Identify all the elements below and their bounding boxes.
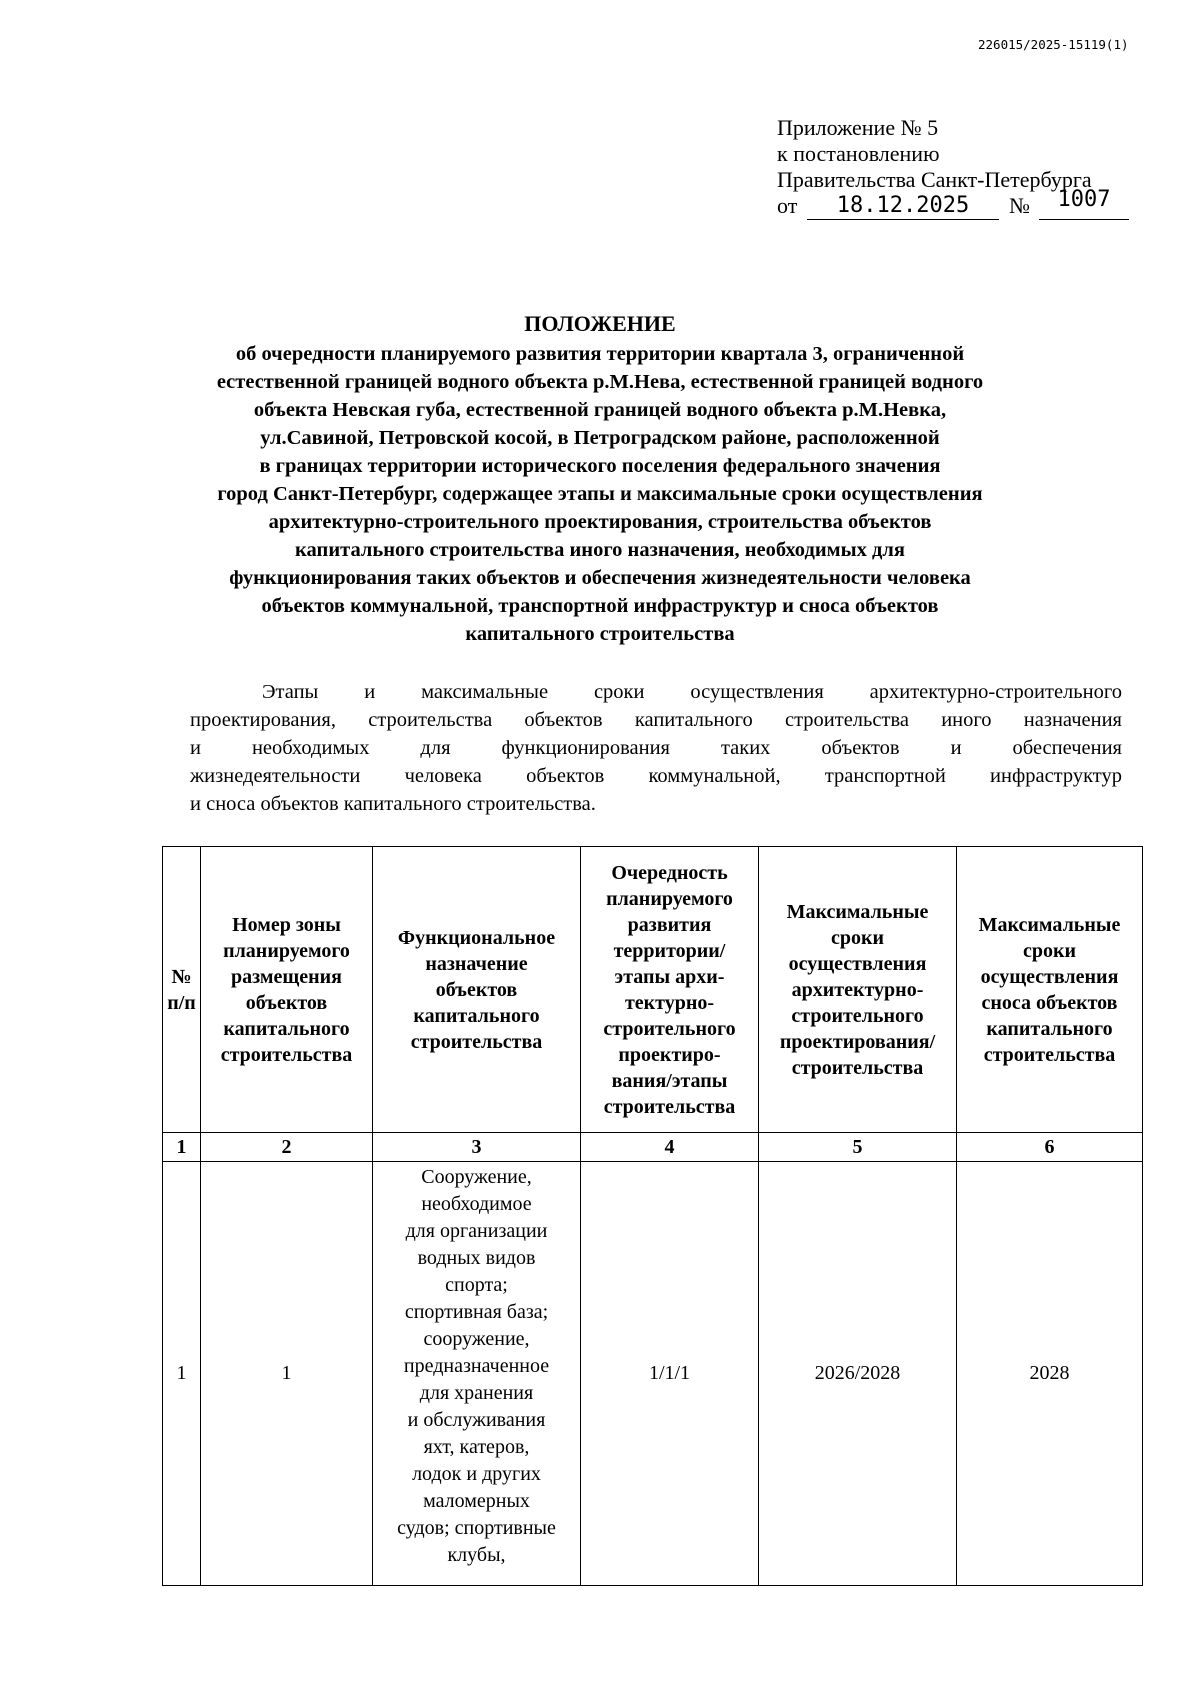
heading-line: капитального строительства иного назначения, необходимых для bbox=[295, 539, 905, 561]
heading-line: капитального строительства bbox=[465, 623, 735, 645]
intro-line: жизнедеятельности человека объектов коммунальной, транспортной инфраструктур bbox=[190, 765, 1122, 787]
cell-zone-number: 1 bbox=[201, 1162, 373, 1586]
heading-line: ул.Савиной, Петровской косой, в Петроградском районе, расположенной bbox=[260, 427, 940, 449]
column-number: 4 bbox=[581, 1133, 759, 1162]
appendix-date-row bbox=[777, 187, 1137, 223]
column-number: 2 bbox=[201, 1133, 373, 1162]
document-title: ПОЛОЖЕНИЕ bbox=[524, 311, 676, 336]
document-id: 226015/2025-15119(1) bbox=[978, 37, 1129, 52]
heading-line: об очередности планируемого развития территории квартала 3, ограниченной bbox=[235, 343, 965, 365]
resolution-number: 1007 bbox=[1039, 187, 1129, 220]
table-header-row bbox=[163, 847, 1143, 1133]
date-prefix: от bbox=[777, 193, 798, 218]
heading-line: архитектурно-строительного проектирования, строительства объектов bbox=[268, 511, 932, 533]
appendix-block bbox=[777, 115, 1137, 223]
header-cell-purpose: Функциональное назначение объектов капитального строительства bbox=[373, 847, 581, 1133]
cell-design-build-terms: 2026/2028 bbox=[759, 1162, 957, 1586]
header-cell-number: № п/п bbox=[163, 847, 201, 1133]
heading-line: естественной границей водного объекта р.М.Нева, естественной границей водного bbox=[216, 371, 984, 393]
cell-development-order: 1/1/1 bbox=[581, 1162, 759, 1586]
resolution-date: 18.12.2025 bbox=[807, 193, 999, 220]
cell-demolition-terms: 2028 bbox=[957, 1162, 1143, 1586]
column-number: 1 bbox=[163, 1133, 201, 1162]
intro-line: проектирования, строительства объектов капитального строительства иного назначения bbox=[190, 709, 1122, 731]
column-number: 5 bbox=[759, 1133, 957, 1162]
appendix-line-3: Правительства Санкт-Петербурга bbox=[777, 167, 1092, 192]
column-number: 3 bbox=[373, 1133, 581, 1162]
cell-functional-purpose: Сооружение, необходимое для организации водных видов спорта; спортивная база; сооружение, предназначенное для хранения и обслуживания яхт, катеров, лодок и других маломерных судов; спортивные клубы, bbox=[373, 1162, 581, 1586]
stages-table bbox=[162, 846, 1143, 1586]
cell-row-number: 1 bbox=[163, 1162, 201, 1586]
heading-line: объекта Невская губа, естественной границей водного объекта р.М.Невка, bbox=[253, 399, 947, 421]
header-cell-zone: Номер зоны планируемого размещения объектов капитального строительства bbox=[201, 847, 373, 1133]
document-heading bbox=[150, 310, 1050, 648]
header-cell-order: Очередность планируемого развития территории/ этапы архи- тектурно- строительного проектиро- вания/этапы строительства bbox=[581, 847, 759, 1133]
intro-line: и сноса объектов капитального строительства. bbox=[190, 793, 596, 815]
heading-line: объектов коммунальной, транспортной инфраструктур и сноса объектов bbox=[261, 595, 939, 617]
heading-line: в границах территории исторического поселения федерального значения bbox=[259, 455, 941, 477]
intro-line: и необходимых для функционирования таких объектов и обеспечения bbox=[190, 737, 1122, 759]
column-number-row bbox=[163, 1133, 1143, 1162]
heading-line: функционирования таких объектов и обеспечения жизнедеятельности человека bbox=[229, 567, 971, 589]
appendix-line-2: к постановлению bbox=[777, 141, 940, 166]
intro-line: Этапы и максимальные сроки осуществления архитектурно-строительного bbox=[262, 681, 1122, 703]
header-cell-design-build-terms: Максимальные сроки осуществления архитектурно- строительного проектирования/ строительства bbox=[759, 847, 957, 1133]
appendix-line-1: Приложение № 5 bbox=[777, 115, 939, 140]
intro-paragraph bbox=[190, 678, 1122, 818]
number-prefix: № bbox=[1009, 193, 1030, 218]
heading-line: город Санкт-Петербург, содержащее этапы и максимальные сроки осуществления bbox=[217, 483, 983, 505]
table-row bbox=[163, 1162, 1143, 1586]
column-number: 6 bbox=[957, 1133, 1143, 1162]
header-cell-demolition-terms: Максимальные сроки осуществления сноса объектов капитального строительства bbox=[957, 847, 1143, 1133]
